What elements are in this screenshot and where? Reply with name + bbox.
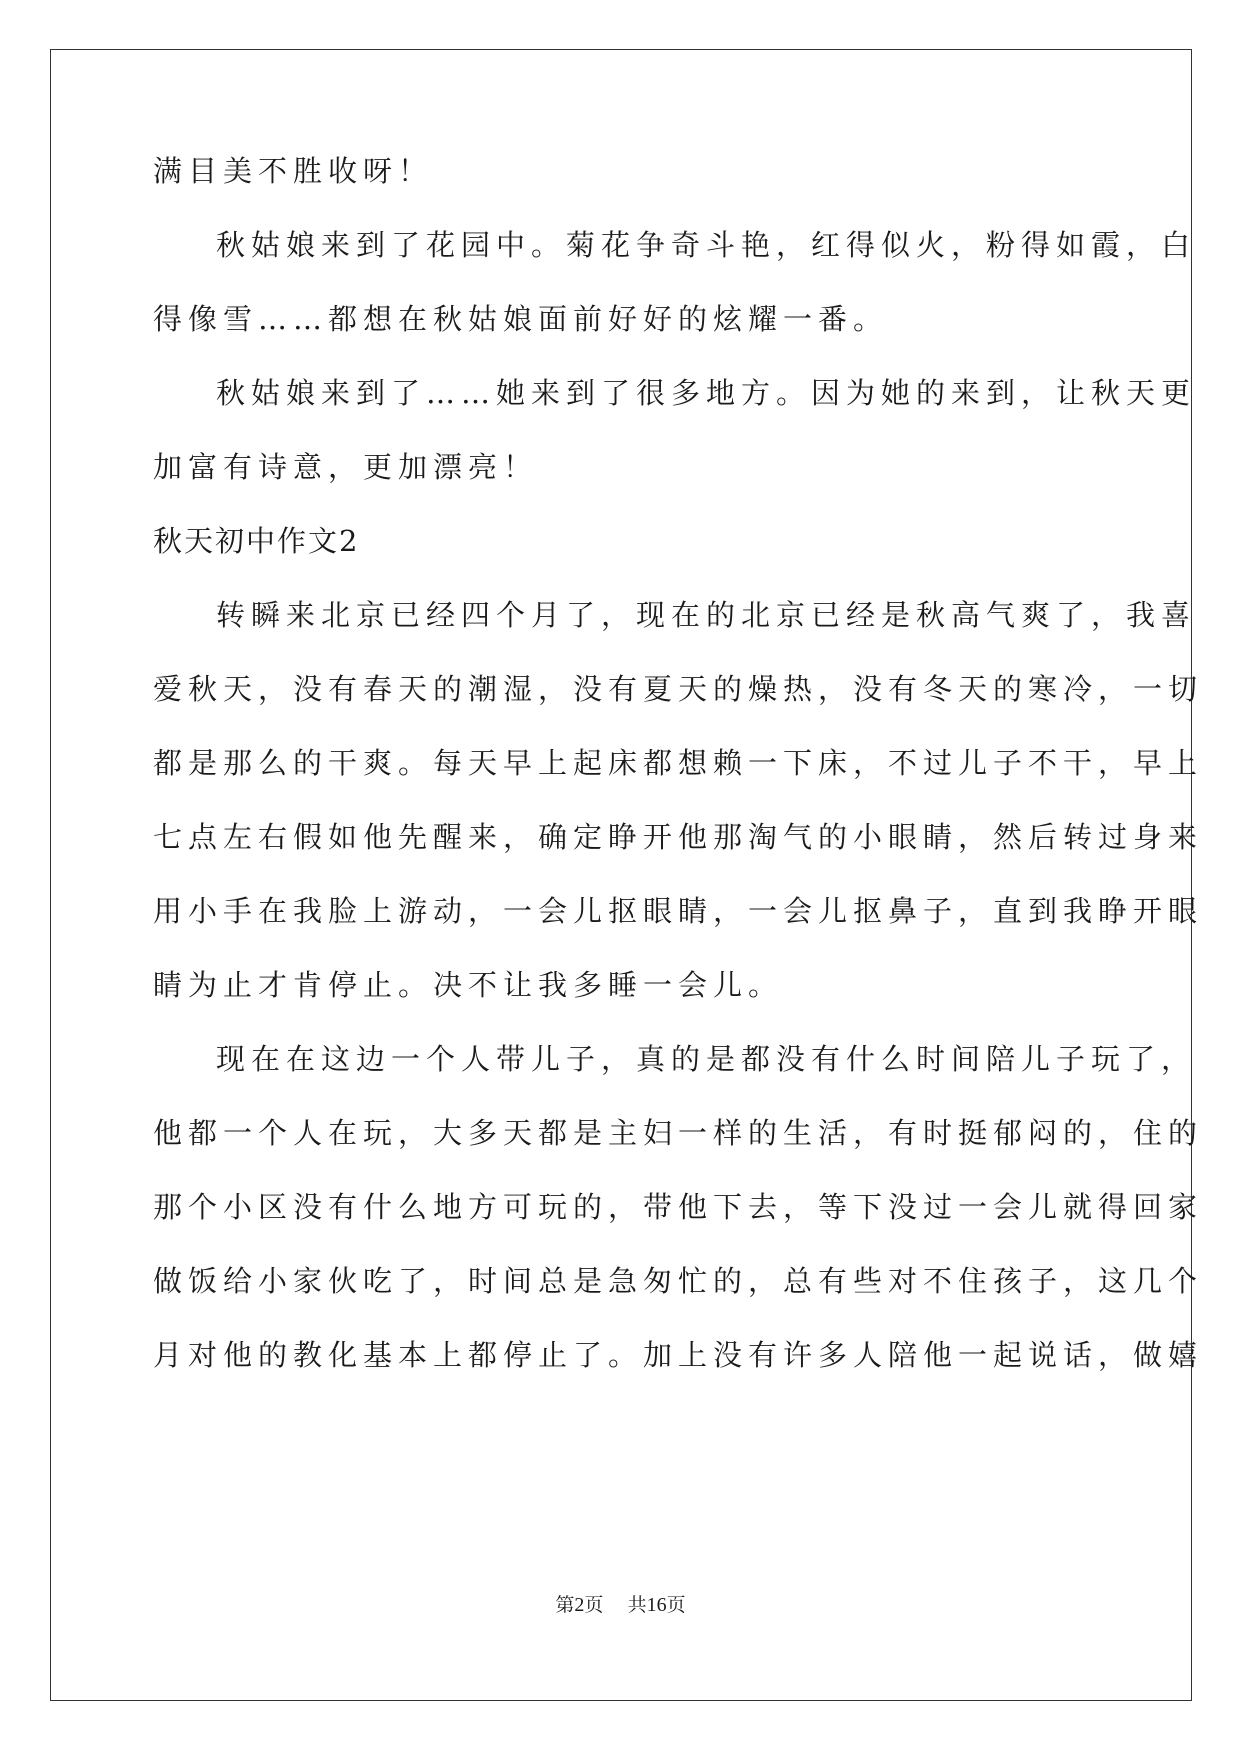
- text-line: 得像雪……都想在秋姑娘面前好好的炫耀一番。: [153, 302, 889, 336]
- page-suffix: 页: [584, 1594, 604, 1616]
- text-line: 他都一个人在玩，大多天都是主妇一样的生活，有时挺郁闷的，住的: [153, 1116, 1204, 1150]
- text-line: 月对他的教化基本上都停止了。加上没有许多人陪他一起说话，做嬉: [153, 1338, 1204, 1372]
- text-line: 满目美不胜收呀！: [153, 154, 434, 188]
- section-heading: 秋天初中作文2: [153, 524, 360, 558]
- text-line: 七点左右假如他先醒来，确定睁开他那淘气的小眼睛，然后转过身来: [153, 820, 1204, 854]
- paragraph-start-line: 转瞬来北京已经四个月了，现在的北京已经是秋高气爽了，我喜: [216, 598, 1197, 632]
- page-prefix: 第: [555, 1594, 575, 1616]
- page-border: [50, 49, 1192, 1701]
- page-number: 2: [574, 1594, 585, 1616]
- total-prefix: 共: [627, 1594, 647, 1616]
- text-line: 加富有诗意，更加漂亮！: [153, 450, 539, 484]
- paragraph-start-line: 现在在这边一个人带儿子，真的是都没有什么时间陪儿子玩了，: [216, 1042, 1197, 1076]
- paragraph-start-line: 秋姑娘来到了花园中。菊花争奇斗艳，红得似火，粉得如霞，白: [216, 228, 1197, 262]
- text-line: 爱秋天，没有春天的潮湿，没有夏天的燥热，没有冬天的寒冷，一切: [153, 672, 1204, 706]
- page-footer: [0, 1593, 1241, 1617]
- text-line: 做饭给小家伙吃了，时间总是急匆忙的，总有些对不住孩子，这几个: [153, 1264, 1204, 1298]
- text-line: 用小手在我脸上游动，一会儿抠眼睛，一会儿抠鼻子，直到我睁开眼: [153, 894, 1204, 928]
- total-pages: 16: [646, 1594, 667, 1616]
- text-line: 都是那么的干爽。每天早上起床都想赖一下床，不过儿子不干，早上: [153, 746, 1204, 780]
- paragraph-start-line: 秋姑娘来到了……她来到了很多地方。因为她的来到，让秋天更: [216, 376, 1197, 410]
- total-suffix: 页: [666, 1594, 686, 1616]
- text-line: 睛为止才肯停止。决不让我多睡一会儿。: [153, 968, 784, 1002]
- text-line: 那个小区没有什么地方可玩的，带他下去，等下没过一会儿就得回家: [153, 1190, 1204, 1224]
